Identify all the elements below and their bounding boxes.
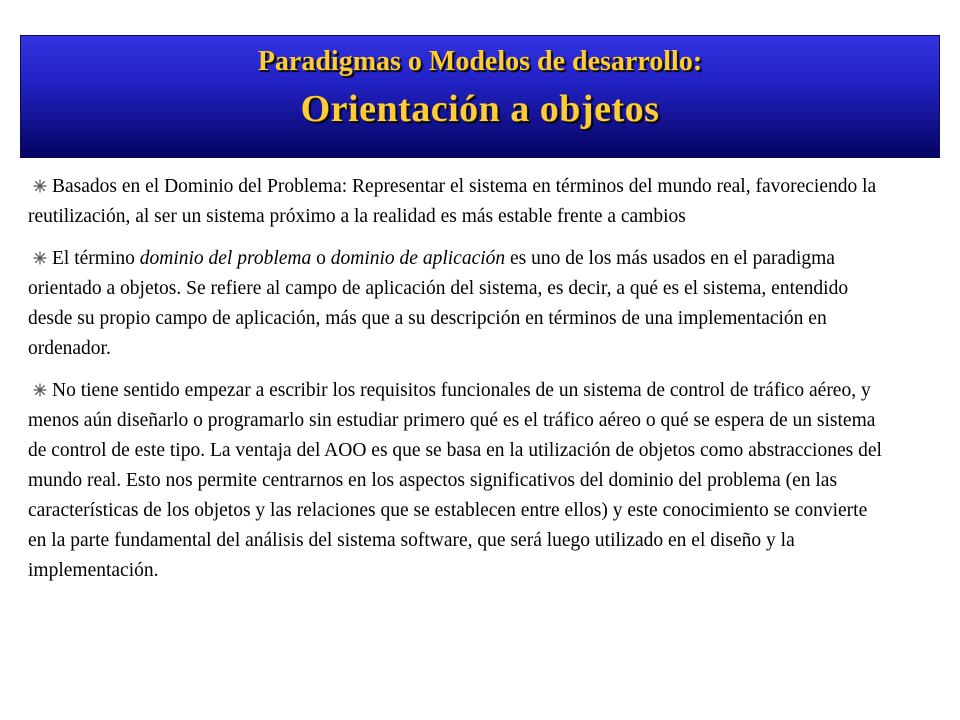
bullet-item [28,172,890,232]
title-subheading: Orientación a objetos [300,88,660,130]
bullet-item [28,244,890,364]
bullet-text: o [311,248,331,269]
title-heading: Paradigmas o Modelos de desarrollo: [257,46,703,77]
snowflake-bullet-icon [33,251,47,265]
bullet-text: es uno de los más usados en el paradigma orientado a objetos. Se refiere al campo de aplicación del sistema, es decir, a qué es el sistema, entendido desde su propio campo de aplicación, más que a su descripción en términos de una implementación en ordenador. [28,248,849,359]
bullet-text: No tiene sentido empezar a escribir los requisitos funcionales de un sistema de control de tráfico aéreo, y menos aún diseñarlo o programarlo sin estudiar primero qué es el tráfico aéreo o qué se espera de un sistema de control de este tipo. La ventaja del AOO es que se basa en la utilización de objetos como abstracciones del mundo real. Esto nos permite centrarnos en los aspectos significativos del dominio del problema (en las características de los objetos y las relaciones que se establecen entre ellos) y este conocimiento se convierte en la parte fundamental del análisis del sistema software, que será luego utilizado en el diseño y la implementación. [28,380,882,581]
italic-term: dominio de aplicación [330,248,506,269]
italic-term: dominio del problema [139,248,312,269]
title-banner [20,35,940,158]
slide-body [28,172,890,586]
snowflake-bullet-icon [33,179,47,193]
bullet-item [28,376,890,586]
snowflake-bullet-icon [33,383,47,397]
bullet-text: Basados en el Dominio del Problema: Representar el sistema en términos del mundo real, favoreciendo la reutilización, al ser un sistema próximo a la realidad es más estable frente a cambios [28,176,877,227]
bullet-text: El término [52,248,140,269]
